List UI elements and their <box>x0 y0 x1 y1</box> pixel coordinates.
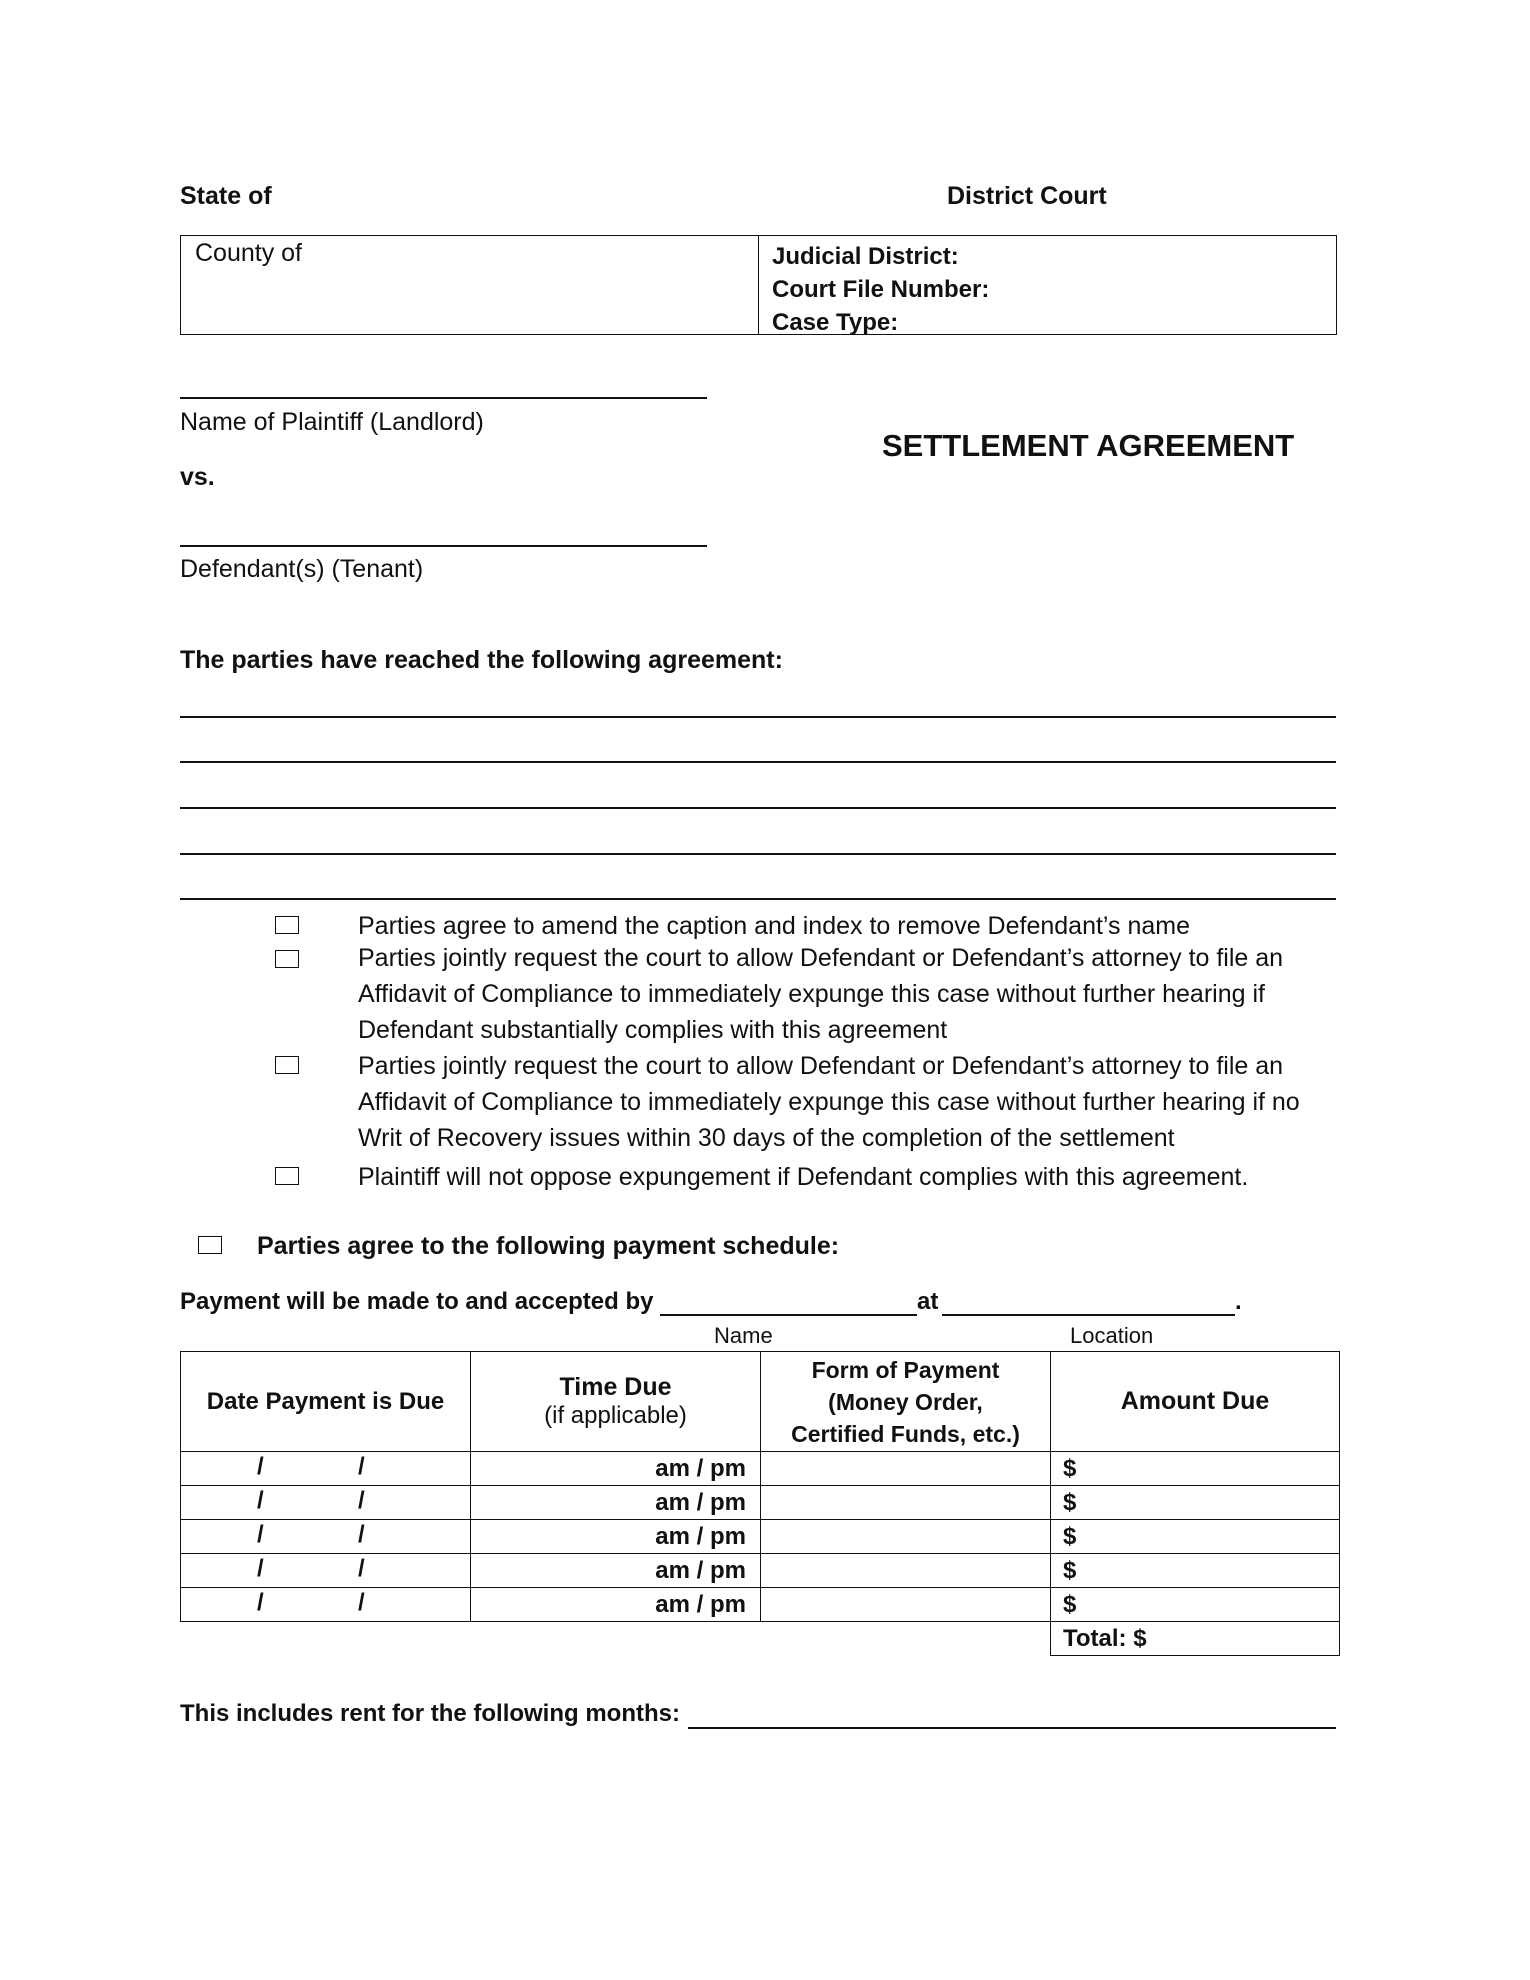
payment-made-to-label: Payment will be made to and accepted by <box>180 1288 654 1315</box>
agreement-line[interactable] <box>180 807 1336 809</box>
table-row <box>181 1554 1340 1588</box>
court-label: District Court <box>947 182 1107 210</box>
time-cell[interactable]: am / pm <box>471 1520 761 1554</box>
time-cell[interactable]: am / pm <box>471 1554 761 1588</box>
payment-location-line[interactable] <box>942 1314 1235 1316</box>
payment-table <box>180 1351 1340 1656</box>
agreement-line[interactable] <box>180 761 1336 763</box>
judicial-district-label: Judicial District: <box>772 243 959 270</box>
header-time: Time Due (if applicable) <box>471 1352 761 1452</box>
table-header-row <box>181 1352 1340 1452</box>
page-title: SETTLEMENT AGREEMENT <box>882 428 1295 463</box>
form-cell[interactable] <box>761 1520 1051 1554</box>
header-amount: Amount Due <box>1051 1352 1340 1452</box>
form-cell[interactable] <box>761 1486 1051 1520</box>
caption-box <box>180 235 1337 335</box>
option-checkbox[interactable] <box>275 916 299 934</box>
option-checkbox[interactable] <box>275 1167 299 1185</box>
payment-at-label: at <box>917 1288 939 1315</box>
payment-period: . <box>1235 1288 1242 1315</box>
time-cell[interactable]: am / pm <box>471 1452 761 1486</box>
total-row <box>181 1622 1340 1656</box>
option-text: Parties jointly request the court to allow Defendant or Defendant’s attorney to file an Affidavit of Compliance to immediately expunge this case without further hearing if no Writ of Recovery issues within 30 days of the completion of the settlement <box>358 1052 1300 1152</box>
agreement-line[interactable] <box>180 716 1336 718</box>
option-text: Parties jointly request the court to allow Defendant or Defendant’s attorney to file an Affidavit of Compliance to immediately expunge this case without further hearing if Defendant substantially complies with this agreement <box>358 944 1284 1044</box>
form-cell[interactable] <box>761 1554 1051 1588</box>
option-text: Plaintiff will not oppose expungement if Defendant complies with this agreement. <box>358 1163 1249 1191</box>
amount-cell[interactable]: $ <box>1051 1588 1340 1622</box>
court-file-number-label: Court File Number: <box>772 276 990 303</box>
form-cell[interactable] <box>761 1452 1051 1486</box>
agreement-line[interactable] <box>180 898 1336 900</box>
rent-months-label: This includes rent for the following months: <box>180 1700 680 1727</box>
amount-cell[interactable]: $ <box>1051 1486 1340 1520</box>
amount-cell[interactable]: $ <box>1051 1452 1340 1486</box>
table-row <box>181 1520 1340 1554</box>
defendant-signature-line[interactable] <box>180 545 707 547</box>
plaintiff-signature-line[interactable] <box>180 397 707 399</box>
date-cell[interactable]: / / <box>181 1588 471 1622</box>
form-cell[interactable] <box>761 1588 1051 1622</box>
option-checkbox[interactable] <box>275 1056 299 1074</box>
option-text: Parties agree to amend the caption and index to remove Defendant’s name <box>358 912 1191 940</box>
payee-name-line[interactable] <box>660 1314 917 1316</box>
table-row <box>181 1486 1340 1520</box>
date-cell[interactable]: / / <box>181 1520 471 1554</box>
date-cell[interactable]: / / <box>181 1452 471 1486</box>
vs-label: vs. <box>180 463 215 491</box>
payment-schedule-label: Parties agree to the following payment schedule: <box>257 1232 840 1260</box>
defendant-label: Defendant(s) (Tenant) <box>180 555 424 583</box>
total-cell[interactable]: Total: $ <box>1051 1622 1340 1656</box>
header-form: Form of Payment (Money Order, Certified Funds, etc.) <box>761 1352 1051 1452</box>
agreement-line[interactable] <box>180 853 1336 855</box>
time-cell[interactable]: am / pm <box>471 1588 761 1622</box>
name-caption: Name <box>714 1323 773 1348</box>
option-checkbox[interactable] <box>275 950 299 968</box>
date-cell[interactable]: / / <box>181 1554 471 1588</box>
caption-divider <box>758 236 759 334</box>
table-row <box>181 1588 1340 1622</box>
amount-cell[interactable]: $ <box>1051 1520 1340 1554</box>
header-date: Date Payment is Due <box>181 1352 471 1452</box>
case-type-label: Case Type: <box>772 309 899 336</box>
agreement-heading: The parties have reached the following agreement: <box>180 646 783 674</box>
rent-months-line[interactable] <box>688 1727 1336 1729</box>
payment-schedule-checkbox[interactable] <box>198 1236 222 1254</box>
plaintiff-label: Name of Plaintiff (Landlord) <box>180 408 484 436</box>
amount-cell[interactable]: $ <box>1051 1554 1340 1588</box>
state-label: State of <box>180 182 272 210</box>
date-cell[interactable]: / / <box>181 1486 471 1520</box>
location-caption: Location <box>1070 1323 1154 1348</box>
table-row <box>181 1452 1340 1486</box>
time-cell[interactable]: am / pm <box>471 1486 761 1520</box>
county-label: County of <box>195 239 303 267</box>
